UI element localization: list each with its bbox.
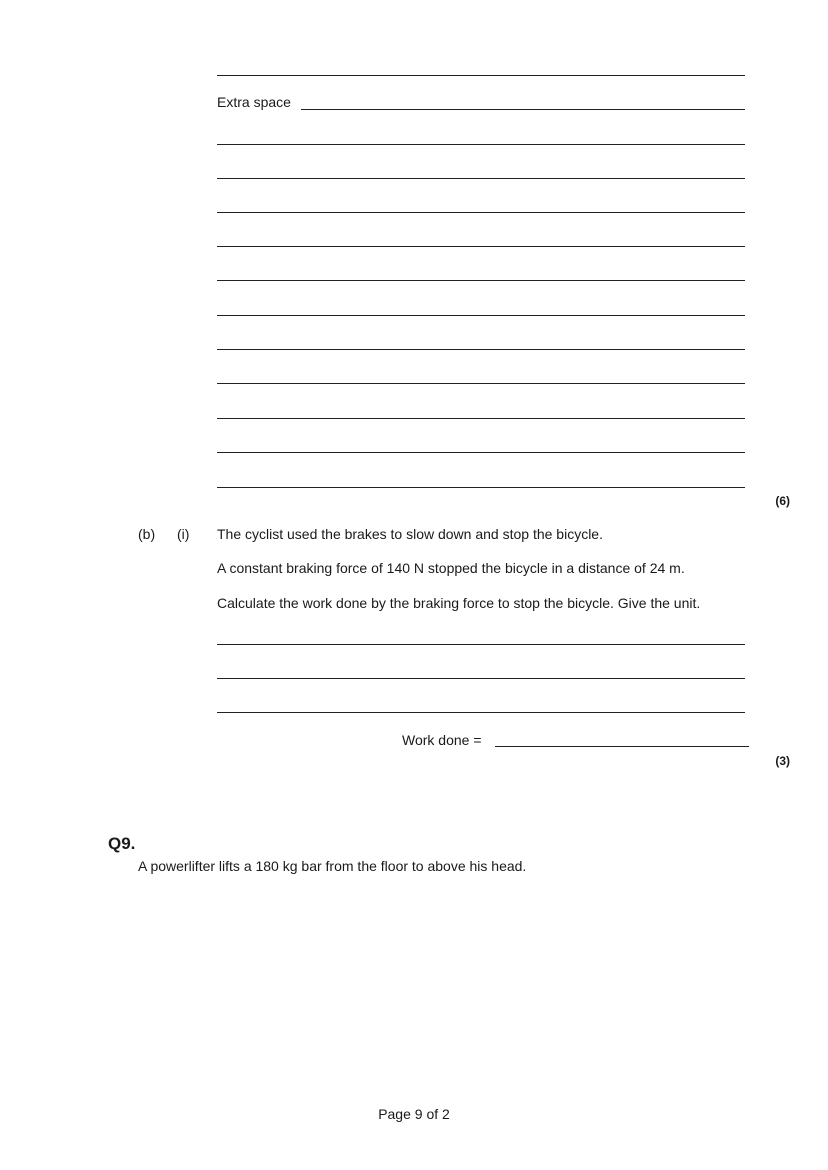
question-stem: A powerlifter lifts a 180 kg bar from the floor to above his head. (138, 858, 527, 874)
answer-line[interactable] (217, 280, 745, 281)
page-number: Page 9 of 2 (378, 1106, 450, 1122)
answer-line[interactable] (217, 75, 745, 76)
question-text-line-3: Calculate the work done by the braking force to stop the bicycle. Give the unit. (217, 595, 701, 611)
question-text-line-2: A constant braking force of 140 N stopped the bicycle in a distance of 24 m. (217, 560, 685, 576)
part-b-sub-label: (i) (177, 526, 190, 542)
marks-part-b: (3) (775, 754, 790, 768)
extra-space-label: Extra space (217, 94, 291, 110)
answer-line[interactable] (217, 452, 745, 453)
work-done-answer-line[interactable] (495, 746, 749, 747)
working-line[interactable] (217, 712, 745, 713)
extra-space-line[interactable] (301, 109, 745, 110)
answer-line[interactable] (217, 383, 745, 384)
answer-line[interactable] (217, 178, 745, 179)
answer-line[interactable] (217, 246, 745, 247)
answer-line[interactable] (217, 418, 745, 419)
work-done-label: Work done = (402, 732, 482, 748)
marks-part-a: (6) (775, 494, 790, 508)
question-text-line-1: The cyclist used the brakes to slow down and stop the bicycle. (217, 526, 603, 542)
answer-line[interactable] (217, 144, 745, 145)
answer-line[interactable] (217, 487, 745, 488)
question-number: Q9. (108, 834, 136, 853)
answer-line[interactable] (217, 212, 745, 213)
answer-line[interactable] (217, 315, 745, 316)
working-line[interactable] (217, 644, 745, 645)
part-b-label: (b) (138, 526, 156, 542)
working-line[interactable] (217, 678, 745, 679)
answer-line[interactable] (217, 349, 745, 350)
